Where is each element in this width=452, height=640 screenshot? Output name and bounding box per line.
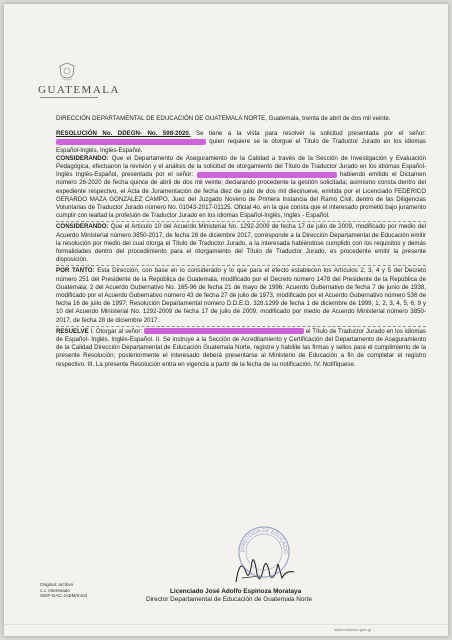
resuelve-paragraph: RESUELVE I. Otorgar al señor: el Título de Traductor Jurado en los idiomas de Español- Inglés, Inglés-Español. II. Se instruye a la Sección de Acreditamiento y Certificación del Departamento de Aseguramiento de la Calidad Dirección Departamental de Educación Guatemala Norte, registre y habilite las firmas y sellos para el cumplimiento de la presente Resolución; posteriormente el interesado deberá presentarse al Ministerio de Educación a fin de completar el registro respectivo. III. La presente Resolución entra en vigencia a partir de la fecha de su notificación. IV. Notifíquese. [56,327,426,368]
signer-title: Director Departamental de Educación de Guatemala Norte [146,596,312,603]
resolution-paragraph: RESOLUCIÓN No. DDEGN- No. 598-2020. Se tiene a la vista para resolver la solicitud presentada por el señor: quien requiere se le otorgue el Título de Traductor Jurado en los idiomas Español-Inglés, Inglés-Español. [56,130,426,154]
resolution-number: RESOLUCIÓN No. DDEGN- No. 598-2020. [56,130,191,138]
por-tanto-paragraph: POR TANTO: Esta Dirección, con base en lo considerado y lo que para el efecto establecen los Artículos 2, 3, 4 y 5 del Decreto número 251 del Presidente de la República de Guatemala, modificado por el Decreto número 1478 del Presidente de la República de Guatemala; 2 del Acuerdo Gubernativo No. 165-96 de fecha 21 de mayo de 1996; Acuerdo Gubernativo de fecha 7 de junio de 1938, modificado por el Acuerdo Gubernativo número 43 de fecha 27 de julio de 1973, modificado por el Acuerdo Gubernativo número 536 de fecha 16 de julio de 1997; Resolución Departamental número D.D.E.G. 328.1299 de fecha 1 de diciembre de 1999, 1, 2, 3, 4, 5, 6, 9 y 10 del Acuerdo Ministerial No. 1292-2009 de fecha 17 de julio de 2009, modificado por medio de Acuerdo Ministerial número 3850-2017, de fecha 28 de diciembre 2017. [56,267,426,324]
separator [56,265,426,266]
page-fold [4,624,448,625]
official-seal-icon [236,524,292,580]
signer-name: Licenciado José Adolfo Espinoza Morataya [170,588,302,595]
footer-url: www.mineduc.gob.gt [334,627,371,632]
svg-text:DIRECCIÓN DE EDUCACIÓN [236,524,289,554]
coat-of-arms-icon [58,62,76,82]
redacted-name [144,328,304,334]
document-page [4,4,448,636]
distribution-notes: Original: archivo c.c. interesado SIEP-DAC-JAEM/mmd [40,582,87,599]
brand-wordmark: GUATEMALA [38,84,120,96]
seal-lettering: DIRECCIÓN DE EDUCACIÓ [239,527,289,554]
brand-underline [40,97,98,98]
issuer-paragraph: DIRECCIÓN DEPARTAMENTAL DE EDUCACIÓN DE GUATEMALA NORTE, Guatemala, treinta de abril de dos mil veinte. [56,115,391,122]
redacted-name [56,139,206,145]
redacted-name [197,172,337,178]
considerando-paragraph-2: CONSIDERANDO: Que el Artículo 10 del Acuerdo Ministerial No. 1292-2009 de fecha 17 de julio de 2009, modificado por medio del Acuerdo Ministerial número 3850-2017, de fecha 28 de diciembre 2017, corresponde a la Dirección Departamental de Educación emitir la resolución por medio del cual otorga el Título de Traductor Jurado, a la interesada habiéndose cumplido con los requisitos y demás formalidades dentro del procedimiento para el otorgamiento del Título de Traductor Jurado, es procedente emitir la presente disposición. [56,223,426,264]
considerando-paragraph-1: CONSIDERANDO: Que el Departamento de Aseguramiento de la Calidad a través de la Sección de Investigación y Evaluación Pedagógica, efectuaron la revisión y el análisis de la solicitud de otorgamiento del Título de Traductor Jurado en los idiomas Español-Inglés Inglés-Español, presentada por el señor: habiendo emitido el Dictamen número 26-2020 de fecha quince de abril de dos mil veinte, declarando procedente la gestión solicitada; asimismo consta dentro del expediente respectivo, el Acta de Juramentación de fecha diez de julio de dos mil diecinueve, emitida por el Licenciado FEDERICO GERARDO MAZA GONZALEZ CAMPO, Juez del Juzgado Noveno de Primera Instancia del Ramo Civil, dentro de las Diligencias Voluntarias de Traductor Jurado número No. 01043-2017-01125. Oficial 4o. en la que consta que el interesado prometió bajo juramento cumplir con lealtad la profesión de Traductor Jurado en los idiomas Español-Inglés, Inglés - Español. [56,154,426,220]
separator [56,326,426,327]
resolution-body [56,115,426,369]
separator [56,221,426,222]
